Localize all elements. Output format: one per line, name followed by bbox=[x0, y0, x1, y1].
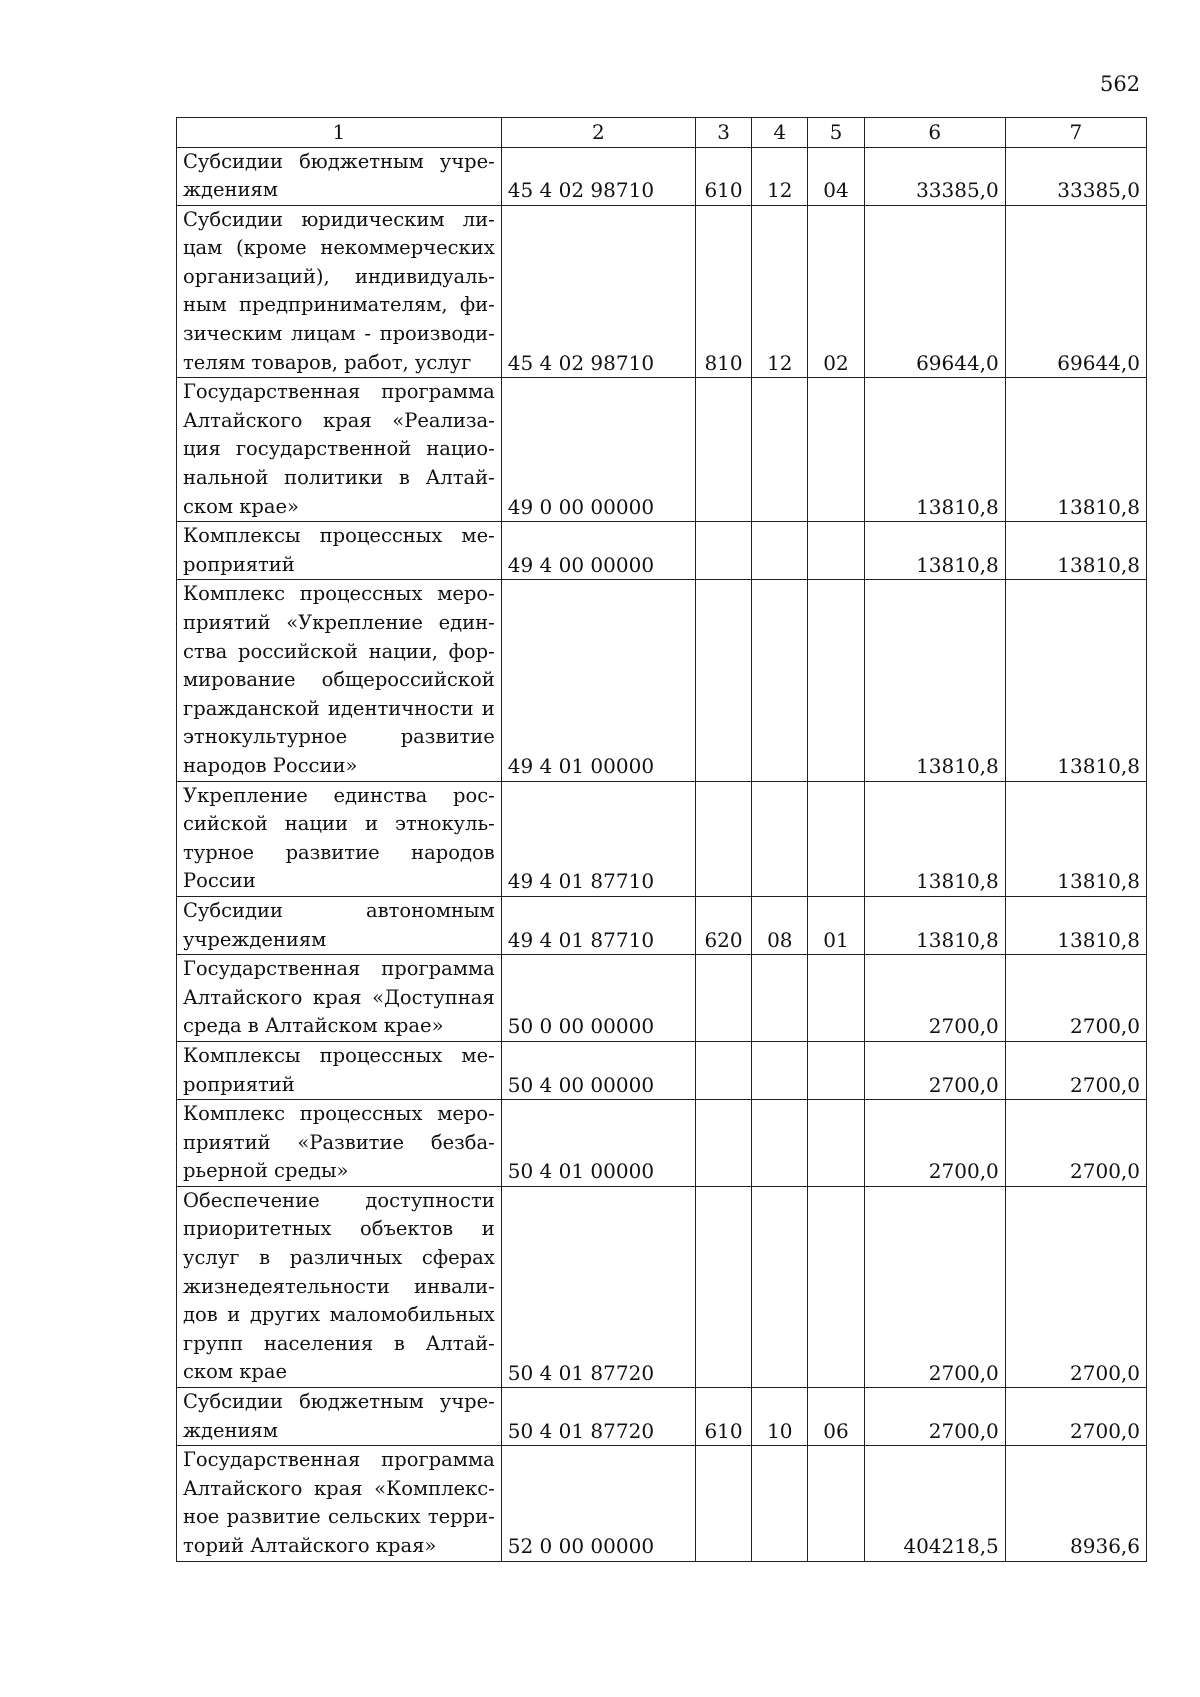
table-row bbox=[177, 147, 1147, 205]
table-row bbox=[177, 205, 1147, 378]
table-row bbox=[177, 955, 1147, 1042]
column-header-6: 6 bbox=[864, 118, 1005, 148]
row-subsection bbox=[808, 522, 864, 580]
row-amount-col6: 69644,0 bbox=[864, 205, 1005, 378]
page-number: 562 bbox=[1100, 72, 1141, 96]
table-row bbox=[177, 1446, 1147, 1561]
row-amount-col7: 2700,0 bbox=[1005, 1186, 1146, 1387]
row-subsection bbox=[808, 1186, 864, 1387]
row-target-code: 49 4 01 00000 bbox=[501, 580, 695, 781]
row-subsection bbox=[808, 955, 864, 1042]
table-row bbox=[177, 378, 1147, 522]
row-amount-col6: 13810,8 bbox=[864, 781, 1005, 896]
table-row bbox=[177, 580, 1147, 781]
row-expense-type bbox=[695, 580, 751, 781]
row-name: Комплекс процессных меро-приятий «Развитие безба-рьерной среды» bbox=[177, 1100, 502, 1187]
row-section bbox=[752, 580, 808, 781]
row-amount-col6: 2700,0 bbox=[864, 1100, 1005, 1187]
row-amount-col7: 13810,8 bbox=[1005, 580, 1146, 781]
row-amount-col7: 2700,0 bbox=[1005, 1100, 1146, 1187]
column-header-5: 5 bbox=[808, 118, 864, 148]
table-row bbox=[177, 1388, 1147, 1446]
row-name: Комплексы процессных ме-роприятий bbox=[177, 522, 502, 580]
row-expense-type bbox=[695, 1041, 751, 1099]
row-amount-col7: 69644,0 bbox=[1005, 205, 1146, 378]
row-section bbox=[752, 522, 808, 580]
row-section bbox=[752, 378, 808, 522]
row-expense-type bbox=[695, 378, 751, 522]
row-expense-type: 620 bbox=[695, 896, 751, 954]
row-amount-col7: 2700,0 bbox=[1005, 1388, 1146, 1446]
row-section bbox=[752, 781, 808, 896]
row-name: Укрепление единства рос-сийской нации и этнокуль-турное развитие народов России bbox=[177, 781, 502, 896]
row-target-code: 45 4 02 98710 bbox=[501, 205, 695, 378]
table-row bbox=[177, 896, 1147, 954]
row-name: Субсидии юридическим ли-цам (кроме некоммерческих организаций), индивидуаль-ным предпринимателям, фи-зическим лицам - производи-телям товаров, работ, услуг bbox=[177, 205, 502, 378]
budget-table bbox=[176, 117, 1147, 1562]
row-subsection: 04 bbox=[808, 147, 864, 205]
row-section bbox=[752, 1186, 808, 1387]
row-expense-type: 810 bbox=[695, 205, 751, 378]
row-name: Комплекс процессных меро-приятий «Укрепление един-ства российской нации, фор-мирование общероссийской гражданской идентичности и этнокультурное развитие народов России» bbox=[177, 580, 502, 781]
row-target-code: 49 4 01 87710 bbox=[501, 781, 695, 896]
row-target-code: 45 4 02 98710 bbox=[501, 147, 695, 205]
row-subsection bbox=[808, 580, 864, 781]
row-target-code: 50 0 00 00000 bbox=[501, 955, 695, 1042]
row-subsection bbox=[808, 1446, 864, 1561]
row-section: 08 bbox=[752, 896, 808, 954]
row-section: 12 bbox=[752, 205, 808, 378]
row-section: 12 bbox=[752, 147, 808, 205]
row-section bbox=[752, 1446, 808, 1561]
row-section bbox=[752, 1041, 808, 1099]
column-header-1: 1 bbox=[177, 118, 502, 148]
row-amount-col6: 13810,8 bbox=[864, 580, 1005, 781]
row-expense-type: 610 bbox=[695, 1388, 751, 1446]
row-amount-col6: 13810,8 bbox=[864, 896, 1005, 954]
row-subsection: 01 bbox=[808, 896, 864, 954]
row-expense-type bbox=[695, 522, 751, 580]
table-row bbox=[177, 1186, 1147, 1387]
row-section: 10 bbox=[752, 1388, 808, 1446]
row-amount-col6: 13810,8 bbox=[864, 378, 1005, 522]
row-amount-col7: 33385,0 bbox=[1005, 147, 1146, 205]
column-header-4: 4 bbox=[752, 118, 808, 148]
row-amount-col6: 2700,0 bbox=[864, 1388, 1005, 1446]
row-name: Субсидии автономным учреждениям bbox=[177, 896, 502, 954]
row-amount-col7: 2700,0 bbox=[1005, 955, 1146, 1042]
row-expense-type bbox=[695, 781, 751, 896]
column-header-3: 3 bbox=[695, 118, 751, 148]
row-expense-type bbox=[695, 1446, 751, 1561]
row-expense-type bbox=[695, 955, 751, 1042]
table-row bbox=[177, 1041, 1147, 1099]
row-section bbox=[752, 955, 808, 1042]
table-row bbox=[177, 522, 1147, 580]
column-header-7: 7 bbox=[1005, 118, 1146, 148]
row-name: Государственная программа Алтайского края «Реализа-ция государственной нацио-нальной политики в Алтай-ском крае» bbox=[177, 378, 502, 522]
row-amount-col6: 2700,0 bbox=[864, 1041, 1005, 1099]
row-target-code: 50 4 01 87720 bbox=[501, 1388, 695, 1446]
row-target-code: 50 4 00 00000 bbox=[501, 1041, 695, 1099]
row-target-code: 50 4 01 87720 bbox=[501, 1186, 695, 1387]
column-header-2: 2 bbox=[501, 118, 695, 148]
row-subsection bbox=[808, 1100, 864, 1187]
row-name: Комплексы процессных ме-роприятий bbox=[177, 1041, 502, 1099]
row-target-code: 50 4 01 00000 bbox=[501, 1100, 695, 1187]
table-row bbox=[177, 781, 1147, 896]
row-name: Субсидии бюджетным учре-ждениям bbox=[177, 1388, 502, 1446]
row-subsection bbox=[808, 1041, 864, 1099]
row-amount-col6: 33385,0 bbox=[864, 147, 1005, 205]
row-section bbox=[752, 1100, 808, 1187]
row-target-code: 49 4 00 00000 bbox=[501, 522, 695, 580]
row-expense-type bbox=[695, 1100, 751, 1187]
row-name: Субсидии бюджетным учре-ждениям bbox=[177, 147, 502, 205]
row-amount-col6: 404218,5 bbox=[864, 1446, 1005, 1561]
row-name: Обеспечение доступности приоритетных объектов и услуг в различных сферах жизнедеятельности инвали-дов и других маломобильных групп населения в Алтай-ском крае bbox=[177, 1186, 502, 1387]
row-subsection: 02 bbox=[808, 205, 864, 378]
row-amount-col7: 2700,0 bbox=[1005, 1041, 1146, 1099]
row-expense-type bbox=[695, 1186, 751, 1387]
row-subsection bbox=[808, 781, 864, 896]
row-amount-col7: 13810,8 bbox=[1005, 378, 1146, 522]
header-row bbox=[177, 118, 1147, 148]
row-name: Государственная программа Алтайского края «Комплекс-ное развитие сельских терри-торий Алтайского края» bbox=[177, 1446, 502, 1561]
row-amount-col6: 13810,8 bbox=[864, 522, 1005, 580]
table-body bbox=[177, 147, 1147, 1561]
row-expense-type: 610 bbox=[695, 147, 751, 205]
row-amount-col7: 13810,8 bbox=[1005, 781, 1146, 896]
row-name: Государственная программа Алтайского края «Доступная среда в Алтайском крае» bbox=[177, 955, 502, 1042]
row-target-code: 49 0 00 00000 bbox=[501, 378, 695, 522]
row-amount-col7: 13810,8 bbox=[1005, 522, 1146, 580]
row-subsection: 06 bbox=[808, 1388, 864, 1446]
row-target-code: 52 0 00 00000 bbox=[501, 1446, 695, 1561]
row-subsection bbox=[808, 378, 864, 522]
row-amount-col7: 13810,8 bbox=[1005, 896, 1146, 954]
row-amount-col7: 8936,6 bbox=[1005, 1446, 1146, 1561]
row-target-code: 49 4 01 87710 bbox=[501, 896, 695, 954]
table-row bbox=[177, 1100, 1147, 1187]
row-amount-col6: 2700,0 bbox=[864, 1186, 1005, 1387]
row-amount-col6: 2700,0 bbox=[864, 955, 1005, 1042]
